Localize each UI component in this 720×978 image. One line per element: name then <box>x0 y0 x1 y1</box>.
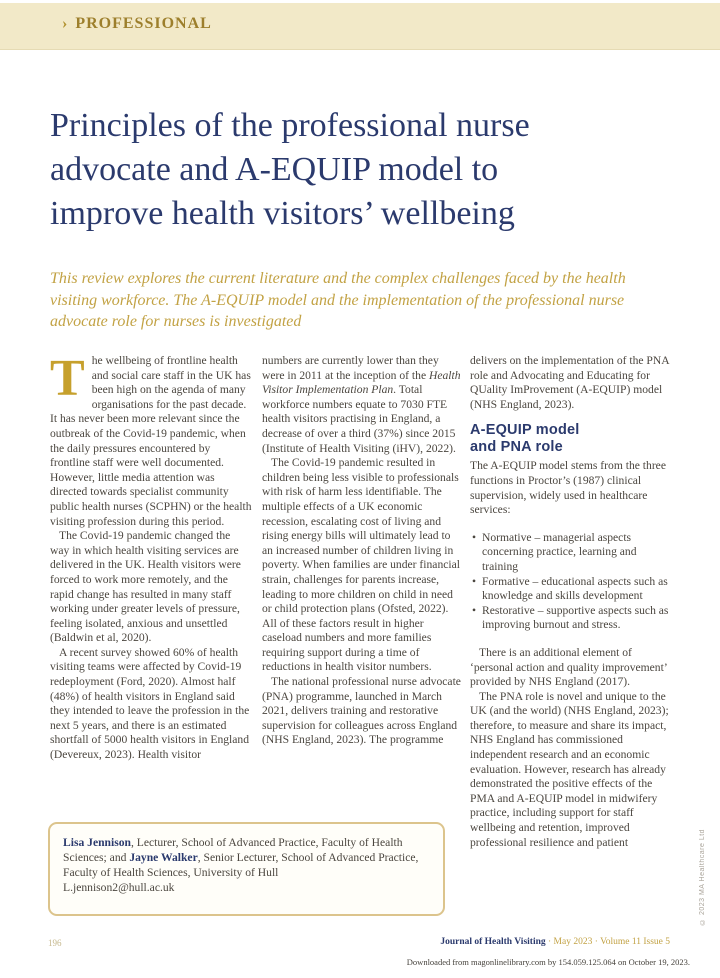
paragraph-text: he wellbeing of frontline health and social care staff in the UK has been high on the agenda of many organisations for the past decade. It has never been more relevant since the outbreak of the Covid-19 pandemic, when the daily pressures encountered by frontline staff were well documented. However, little media attention was directed towards specialist community public health nurses (SCPHN) or the health visiting profession during this period. <box>50 354 252 528</box>
journal-name: Journal of Health Visiting <box>440 937 546 947</box>
chevron-right-icon: › <box>62 15 69 32</box>
paragraph <box>262 354 464 456</box>
drop-cap: T <box>50 350 85 407</box>
article-title-line: improve health visitors’ wellbeing <box>50 195 515 232</box>
paragraph: A recent survey showed 60% of health visiting teams were affected by Covid-19 redeployment (Ford, 2020). Almost half (48%) of health visitors in England said they intended to leave the profession in the next 5 years, and there is an estimated shortfall of 5000 health visitors in England (Devereux, 2023). Health visitor <box>50 645 250 762</box>
section-heading-line: and PNA role <box>470 438 563 455</box>
section-heading <box>470 422 673 455</box>
author-name: Jayne Walker <box>129 851 198 864</box>
copyright-sidebar: © 2023 MA Healthcare Ltd <box>699 828 706 925</box>
author-name: Lisa Jennison <box>63 836 131 849</box>
section-label <box>62 15 212 33</box>
article-title <box>50 104 670 236</box>
page-number: 196 <box>48 938 62 948</box>
article-title-line: advocate and A-EQUIP model to <box>50 151 499 188</box>
bullet-item: • Normative – managerial aspects concerning practice, learning and training <box>472 531 673 575</box>
author-email: L.jennison2@hull.ac.uk <box>63 881 175 894</box>
bullet-item: • Formative – educational aspects such as knowledge and skills development <box>472 575 673 604</box>
download-notice: Downloaded from magonlinelibrary.com by 154.059.125.064 on October 19, 2023. <box>406 957 690 967</box>
paragraph: The Covid-19 pandemic resulted in children being less visible to professionals with risk of harm less identifiable. The multiple effects of a UK economic recession, escalating cost of living and rising energy bills will ultimately lead to an increased number of children living in poverty. When families are under financial strain, challenges for parents increase, leading to more children on child in need or child protection plans (Ofsted, 2022). All of these factors result in higher caseload numbers and more families requiring support during a time of reductions in health visitor numbers. <box>262 456 460 674</box>
standfirst: This review explores the current literature and the complex challenges faced by the health visiting workforce. The A-EQUIP model and the implementation of the professional nurse advocate role for nurses is investigated <box>50 270 626 330</box>
paragraph: There is an additional element of ‘personal action and quality improvement’ provided by NHS England (2017). <box>470 645 667 689</box>
paragraph: The Covid-19 pandemic changed the way in which health visiting services are delivered in the UK. Health visitors were forced to work more remotely, and the rapid change has resulted in many staff working under greater levels of pressure, feeling isolated, anxious and unsettled (Baldwin et al, 2020). <box>50 529 241 645</box>
body-column-2 <box>262 354 464 748</box>
paragraph-text: . Total workforce numbers equate to 7030 FTE health visitors practising in England, a decrease of over a third (37%) since 2015 (Institute of Health Visiting (iHV), 2022). <box>262 383 456 455</box>
bullet-list <box>472 531 673 633</box>
bullet-item: • Restorative – supportive aspects such as improving burnout and stress. <box>472 604 673 633</box>
author-box <box>48 822 445 916</box>
footer-journal-line <box>440 937 670 947</box>
section-label-text: PROFESSIONAL <box>75 15 212 32</box>
paragraph <box>50 350 252 529</box>
body-column-3 <box>470 354 673 850</box>
article-title-line: Principles of the professional nurse <box>50 107 530 144</box>
section-banner <box>0 3 720 50</box>
author-credentials: , Senior Lecturer, School of Advanced Practice, Faculty of Health Sciences, University of Hull <box>63 851 419 879</box>
author-credentials: , Lecturer, School of Advanced Practice, Faculty of Health Sciences; and <box>63 836 403 864</box>
paragraph-text: numbers are currently lower than they were in 2011 at the inception of the <box>262 354 439 382</box>
paragraph: The A-EQUIP model stems from the three functions in Proctor’s (1987) clinical supervision, widely used in healthcare services: <box>470 459 666 517</box>
section-heading-line: A-EQUIP model <box>470 422 580 439</box>
body-column-1 <box>50 350 252 763</box>
paragraph: The PNA role is novel and unique to the UK (and the world) (NHS England, 2023); therefore, to measure and share its impact, NHS England has commissioned independent research and an economic evaluation. However, research has already demonstrated the positive effects of the PMA and A-EQUIP model in midwifery practice, including support for staff wellbeing and retention, improved professional resilience and patient <box>470 689 669 849</box>
issue-info: · May 2023 · Volume 11 Issue 5 <box>545 937 670 947</box>
italic-reference: Health Visitor Implementation Plan <box>262 368 461 397</box>
paragraph: The national professional nurse advocate (PNA) programme, launched in March 2021, delivers training and restorative supervision for colleagues across England (NHS England, 2023). The programme <box>262 675 461 747</box>
paragraph: delivers on the implementation of the PNA role and Advocating and Educating for QUality ImProvement (A-EQUIP) model (NHS England, 2023). <box>470 354 669 411</box>
